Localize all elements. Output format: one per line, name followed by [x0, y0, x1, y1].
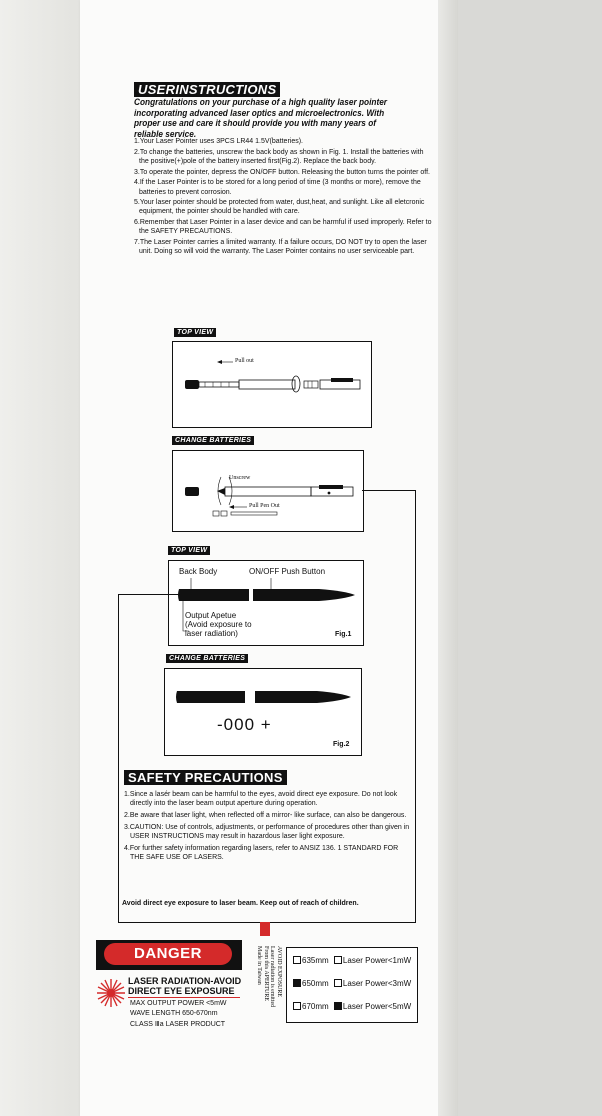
wavelength-checkbox-635 [293, 956, 301, 964]
fig-2-label: Fig.2 [333, 741, 350, 748]
danger-line-5: CLASS Ⅲa LASER PRODUCT [130, 1021, 226, 1028]
pull-out-label: Pull out [235, 358, 254, 364]
power-row-670 [293, 1002, 411, 1011]
fig-2-change-batteries [164, 668, 362, 756]
danger-divider [128, 997, 240, 998]
connector-red-tab [260, 922, 270, 936]
sheet-edge [438, 0, 458, 1116]
safety-precautions-title: SAFETY PRECAUTIONS [124, 770, 287, 785]
step-6: 6.Remember that Laser Pointer in a laser device and can be harmful if used improperly. Refer to the SAFETY PRECAUTIONS. [134, 219, 432, 236]
fig-1-label: Fig.1 [335, 631, 352, 638]
step-3: 3.To operate the pointer, depress the ON/OFF button. Releasing the button turns the pointer off. [134, 168, 430, 176]
laser-starburst-icon [96, 978, 126, 1008]
aperture-notice-rotated [242, 946, 282, 1026]
unscrew-label: Unscrew [229, 475, 251, 481]
wavelength-635: 635mm [302, 956, 329, 965]
danger-line-2: DIRECT EYE EXPOSURE [128, 986, 235, 996]
connector-line-left-top [118, 594, 182, 595]
aperture-notice-line-1: AVOID EXPOSURE [276, 946, 282, 998]
aperture-notice-line-2: Laser radiation is emitted [269, 946, 276, 1008]
power-checkbox-3mw [334, 979, 342, 987]
fig-1-top-view [168, 560, 364, 646]
left-fold [0, 0, 80, 1116]
danger-title: DANGER [104, 943, 232, 965]
connector-line-right [415, 490, 416, 922]
safety-list [124, 790, 410, 865]
top-view-figure-1 [172, 341, 372, 428]
wavelength-checkbox-670 [293, 1002, 301, 1010]
danger-label [96, 940, 242, 1028]
aperture-notice-line-3: From this APERTURE [263, 946, 269, 1001]
power-checkbox-1mw [334, 956, 342, 964]
top-view-header-2: TOP VIEW [168, 546, 210, 555]
step-1: 1.Your Laser Pointer uses 3PCS LR44 1.5V(batteries). [134, 138, 304, 145]
output-aperture-label: Output Apetue [185, 611, 237, 620]
danger-banner [96, 940, 242, 970]
change-batteries-figure-1 [172, 450, 364, 532]
safety-item-1: 1.Since a lasér beam can be harmful to the eyes, avoid direct eye exposure. Do not look directly into the laser beam output aperture during operation. [124, 791, 398, 807]
change-batteries-header-2: CHANGE BATTERIES [166, 654, 248, 663]
wavelength-670: 670mm [302, 1002, 329, 1011]
user-instructions-title: USERINSTRUCTIONS [134, 82, 280, 97]
wavelength-650: 650mm [302, 979, 329, 988]
step-7: 7.The Laser Pointer carries a limited warranty. If a failure occurs, DO NOT try to open the laser unit. Doing so will void the warranty. The Laser Pointer contains no user serviceable part. [134, 239, 427, 256]
on-off-button-label: ON/OFF Push Button [249, 567, 326, 576]
danger-line-4: WAVE LENGTH 650-670nm [130, 1010, 218, 1017]
wavelength-checkbox-650 [293, 979, 301, 987]
step-2: 2.To change the batteries, unscrew the back body as shown in Fig. 1. Install the batteries with the positive(+)pole of the battery inserted first(Fig.2). Replace the back body. [134, 148, 424, 165]
power-1mw: Laser Power<1mW [342, 956, 412, 965]
disassembled-pen-drawing [173, 451, 363, 531]
top-view-header-1: TOP VIEW [174, 328, 216, 337]
laser-power-table [286, 947, 418, 1023]
step-5: 5.Your laser pointer should be protected from water, dust,heat, and sunlight. Like all eletcronic equipment, the pointer should be handled with care. [134, 199, 425, 216]
battery-polarity-diagram: -000 + [217, 715, 272, 734]
safety-item-3: 3.CAUTION: Use of controls, adjustments, or performance of procedures other than given in USER INSTRUCTIONS may result in hazardous laser light exposure. [124, 824, 410, 840]
output-aperture-note-2: laser radiation) [185, 629, 238, 638]
connector-line-left [118, 594, 119, 922]
aperture-notice-line-4: Made in Taiwan [256, 946, 263, 985]
safety-closing-note: Avoid direct eye exposure to laser beam. Keep out of reach of children. [122, 900, 359, 907]
power-row-650 [293, 979, 411, 988]
instruction-steps [134, 137, 434, 258]
connector-line-top [362, 490, 416, 491]
output-aperture-note-1: (Avoid exposure to [185, 620, 252, 629]
safety-item-2: 2.Be aware that laser light, when reflected off a mirror- like surface, can also be dangerous. [124, 812, 407, 819]
safety-item-4: 4.For further safety information regarding lasers, refer to ANSIZ 136. 1 STANDARD FOR THE SAFE USE OF LASERS. [124, 845, 399, 861]
pull-pen-out-label: Pull Pen Out [249, 503, 280, 509]
power-row-635 [293, 956, 411, 965]
power-3mw: Laser Power<3mW [342, 979, 412, 988]
change-batteries-header-1: CHANGE BATTERIES [172, 436, 254, 445]
danger-line-3: MAX OUTPUT POWER <5mW [130, 1000, 227, 1007]
step-4: 4.If the Laser Pointer is to be stored for a long period of time (3 months or more), remove the batteries to prevent corrosion. [134, 179, 421, 196]
power-5mw: Laser Power<5mW [342, 1002, 412, 1011]
pen-pointer-drawing [173, 342, 371, 427]
separated-pen-silhouette [165, 669, 361, 755]
back-body-label: Back Body [179, 567, 218, 576]
danger-line-1: LASER RADIATION-AVOID [128, 976, 242, 986]
power-checkbox-5mw [334, 1002, 342, 1010]
intro-text: Congratulations on your purchase of a high quality laser pointer incorporating advanced laser optics and microelectronics. With proper use and care it should provide you with many years of reliable service. [134, 97, 388, 139]
